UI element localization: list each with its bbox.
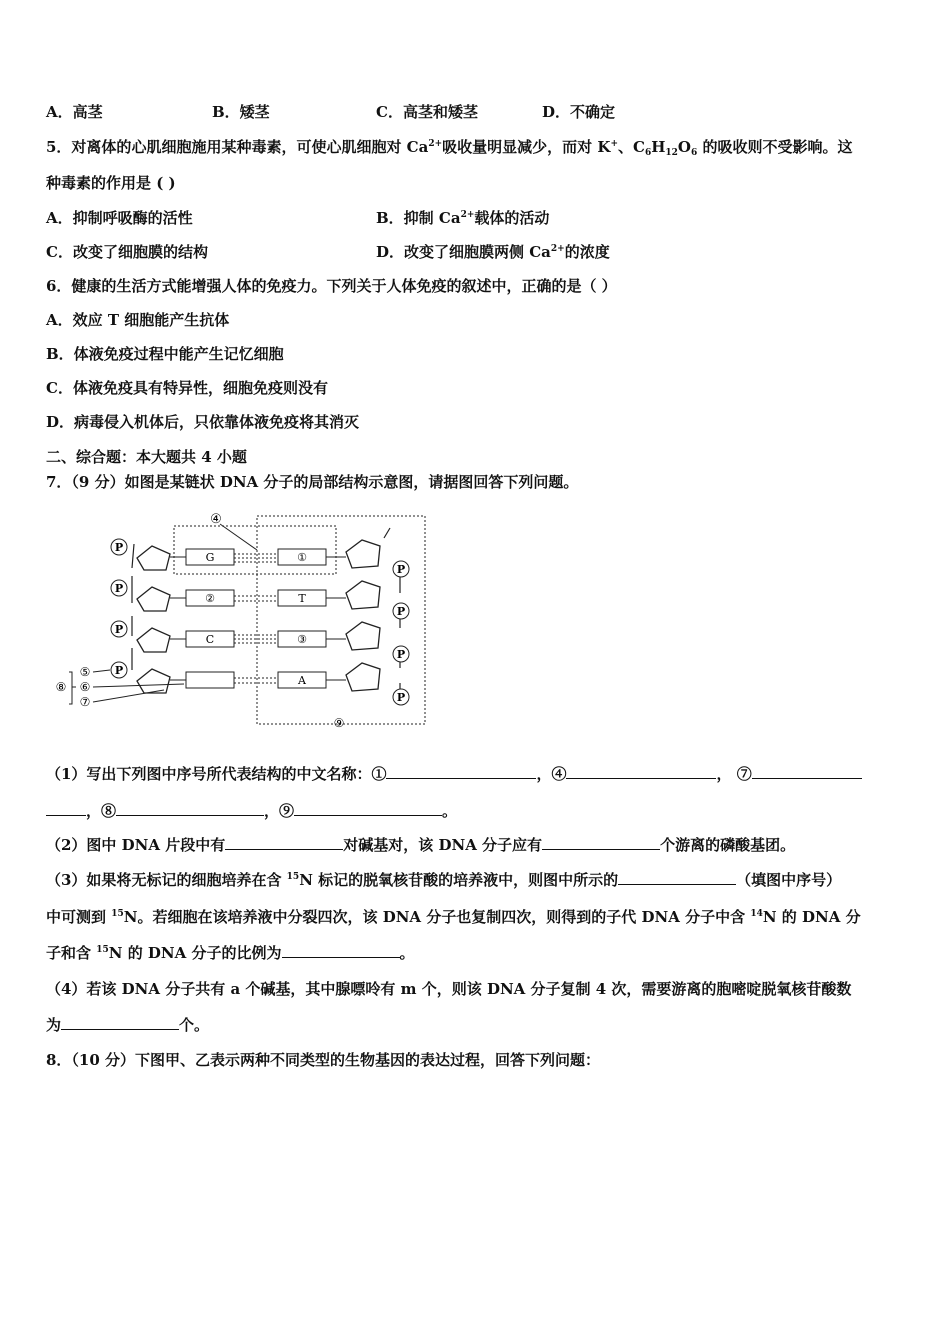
q7-part4-line1: （4）若该 DNA 分子共有 a 个碱基，其中腺嘌呤有 m 个，则该 DNA 分子复制 4 次，需要游离的胞嘧啶脱氧核苷酸数	[46, 980, 852, 998]
right-phosphates	[393, 561, 409, 705]
q7-part4-line2: 为 个。	[46, 1016, 210, 1034]
right-sugars	[346, 540, 380, 691]
q7-stem: 7．（9 分）如图是某链状 DNA 分子的局部结构示意图，请据图回答下列问题。	[46, 473, 579, 491]
q7-part3-line2: 中可测到 $^{15}$N。若细胞在该培养液中分裂四次，该 DNA 分子也复制四次，则得到的子代 DNA 分子中含 $^{14}$N 的 DNA 分	[46, 908, 861, 926]
answer-blank-8[interactable]	[116, 801, 264, 816]
label-5: ⑤	[79, 665, 91, 679]
label-6: ⑥	[79, 680, 91, 694]
base-a: A	[298, 674, 306, 687]
base-3: ③	[297, 633, 307, 646]
answer-blank-cytosine[interactable]	[61, 1015, 179, 1030]
q5-option-b: B．抑制 $Ca^{2+}$载体的活动	[376, 209, 550, 227]
base-g: G	[205, 551, 215, 564]
hydrogen-bonds	[234, 554, 278, 683]
phosphate-label: P	[396, 691, 406, 704]
dna-structure-diagram	[52, 508, 432, 733]
q6-option-d: D．病毒侵入机体后，只依靠体液免疫将其消灭	[46, 413, 360, 431]
answer-blank-1[interactable]	[386, 764, 536, 779]
phosphate-label: P	[396, 648, 406, 661]
base-2: ②	[205, 592, 215, 605]
label-8: ⑧	[55, 680, 67, 694]
answer-blank-phosphate[interactable]	[542, 835, 660, 850]
q7-part3-line1: （3）如果将无标记的细胞培养在含 $^{15}$N 标记的脱氧核苷酸的培养液中，则图中所示的 （填图中序号）	[46, 871, 842, 889]
q5-option-a: A．抑制呼吸酶的活性	[46, 209, 193, 227]
q7-part1-line2: ，⑧ ，⑨ 。	[46, 801, 457, 821]
base-t: T	[298, 592, 306, 605]
answer-blank-7[interactable]	[752, 764, 862, 779]
phosphate-label: P	[114, 664, 124, 677]
phosphate-label: P	[114, 582, 124, 595]
q4-option-b: B．矮茎	[212, 103, 270, 121]
phosphate-label: P	[114, 541, 124, 554]
q7-part2: （2）图中 DNA 片段中有 对碱基对，该 DNA 分子应有 个游离的磷酸基团。	[46, 836, 796, 854]
q6-stem: 6．健康的生活方式能增强人体的免疫力。下列关于人体免疫的叙述中，正确的是（ ）	[46, 277, 617, 295]
label-4: ④	[210, 512, 222, 527]
q6-option-c: C．体液免疫具有特异性，细胞免疫则没有	[46, 379, 328, 397]
phosphate-label: P	[396, 605, 406, 618]
answer-blank-4[interactable]	[566, 764, 716, 779]
phosphate-label: P	[114, 623, 124, 636]
q5-stem-line2: 种毒素的作用是 ( )	[46, 174, 176, 192]
left-sugars	[137, 546, 170, 693]
q6-option-a: A．效应 T 细胞能产生抗体	[46, 311, 230, 329]
q7-part3-line3: 子和含 $^{15}$N 的 DNA 分子的比例为 。	[46, 944, 415, 962]
q7-part1-line1: （1）写出下列图中序号所代表结构的中文名称：① ，④ ， ⑦	[46, 764, 862, 784]
q4-option-c: C．高茎和矮茎	[376, 103, 478, 121]
answer-blank-7-cont[interactable]	[46, 801, 86, 816]
label-7: ⑦	[79, 695, 91, 709]
q6-option-b: B．体液免疫过程中能产生记忆细胞	[46, 345, 284, 363]
q5-option-c: C．改变了细胞膜的结构	[46, 243, 208, 261]
answer-blank-9[interactable]	[294, 801, 442, 816]
answer-blank-position[interactable]	[618, 870, 736, 885]
left-bases	[170, 549, 234, 688]
q4-option-a: A．高茎	[46, 103, 103, 121]
left-phosphates	[111, 539, 127, 678]
base-1: ①	[297, 551, 307, 564]
phosphate-label: P	[396, 563, 406, 576]
section-heading: 二、综合题：本大题共 4 小题	[46, 448, 247, 466]
answer-blank-ratio[interactable]	[282, 943, 400, 958]
q8-stem: 8．（10 分）下图甲、乙表示两种不同类型的生物基因的表达过程，回答下列问题：	[46, 1051, 601, 1069]
answer-blank-base-pairs[interactable]	[225, 835, 343, 850]
q5-option-d: D．改变了细胞膜两侧 $Ca^{2+}$的浓度	[376, 243, 610, 261]
q4-option-d: D．不确定	[542, 103, 616, 121]
base-c: C	[205, 633, 215, 646]
q5-stem-line1: 5．对离体的心肌细胞施用某种毒素，可使心肌细胞对 $Ca^{2+}$吸收量明显减少，而对 K+、$C_6H_{12}O_6$ 的吸收则不受影响。这	[46, 138, 853, 158]
label-9: ⑨	[333, 716, 345, 730]
